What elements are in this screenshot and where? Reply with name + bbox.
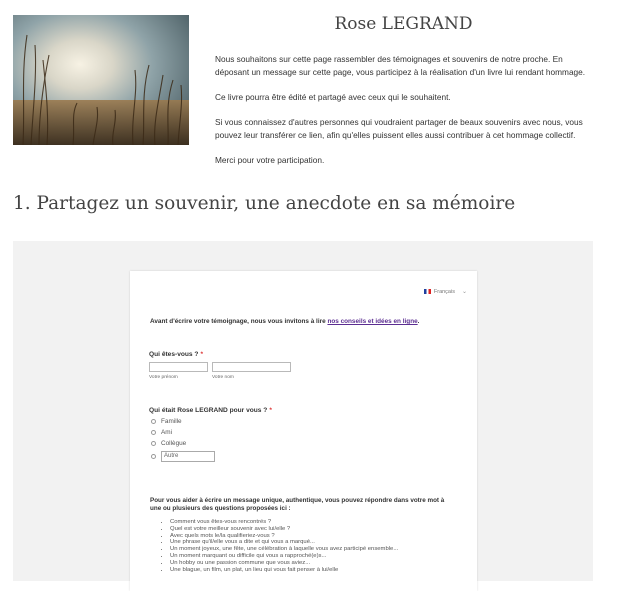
first-name-input[interactable] [149, 362, 208, 372]
list-item: • Un moment marquant ou difficile qui vous a rapproché(e)s... [170, 553, 398, 560]
last-name-sublabel: Votre nom [212, 375, 234, 380]
section-heading: 1. Partagez un souvenir, une anecdote en sa mémoire [13, 193, 516, 214]
option-famille[interactable] [151, 418, 182, 425]
list-item: • Comment vous êtes-vous rencontrés ? [170, 519, 398, 526]
first-name-sublabel: Votre prénom [149, 375, 178, 380]
radio-button[interactable] [151, 441, 156, 446]
list-item: • Une blague, un film, un plat, un lieu qui vous fait penser à lui/elle [170, 567, 398, 574]
radio-button[interactable] [151, 419, 156, 424]
list-item: • Avec quels mots le/la qualifieriez-vous ? [170, 533, 398, 540]
language-label: Français [433, 288, 455, 295]
language-selector[interactable] [424, 288, 467, 295]
option-label: Ami [161, 429, 173, 436]
who-are-you-question [149, 351, 203, 358]
chevron-down-icon: ⌄ [461, 289, 467, 295]
hero-photo [13, 15, 189, 145]
list-item: • Une phrase qu'il/elle vous a dite et qui vous a marqué... [170, 539, 398, 546]
other-input[interactable]: Autre [161, 451, 215, 462]
intro-text [215, 53, 595, 179]
flag-icon [424, 289, 431, 294]
radio-button[interactable] [151, 454, 156, 459]
option-label: Collègue [161, 440, 187, 447]
option-autre[interactable] [151, 451, 215, 462]
required-marker: * [200, 351, 204, 358]
list-item: • Quel est votre meilleur souvenir avec lui/elle ? [170, 526, 398, 533]
intro-paragraph: Ce livre pourra être édité et partagé avec ceux qui le souhaitent. [215, 92, 451, 102]
advice-link[interactable]: nos conseils et idées en ligne [327, 318, 418, 325]
intro-paragraph: Merci pour votre participation. [215, 155, 325, 165]
invite-label: Avant d'écrire votre témoignage, nous vous invitons à lire [150, 318, 326, 325]
page-title: Rose LEGRAND [334, 14, 473, 34]
list-item: • Un moment joyeux, une fête, une célébration à laquelle vous avez participé ensemble... [170, 546, 398, 553]
required-marker: * [269, 407, 272, 414]
last-name-input[interactable] [212, 362, 291, 372]
relationship-question [149, 407, 272, 414]
invite-end: . [417, 318, 420, 325]
question-label: Qui êtes-vous ? [149, 351, 199, 358]
option-label: Famille [161, 418, 182, 425]
form-card [130, 271, 477, 591]
option-collegue[interactable] [151, 440, 186, 447]
option-ami[interactable] [151, 429, 172, 436]
invite-text [150, 318, 419, 325]
question-list [160, 519, 398, 573]
list-item: • Un hobby ou une passion commune que vous aviez... [170, 560, 398, 567]
radio-button[interactable] [151, 430, 156, 435]
intro-paragraph: Si vous connaissez d'autres personnes qui voudraient partager de beaux souvenirs avec nous, vous pouvez leur transférer ce lien, afin qu'elles puissent elles aussi contribuer à cet hommage collectif. [215, 117, 583, 140]
question-label: Qui était Rose LEGRAND pour vous ? [149, 407, 268, 414]
intro-paragraph: Nous souhaitons sur cette page rassembler des témoignages et souvenirs de notre proche. En déposant un message sur cette page, vous participez à la réalisation d'un livre lui rendant hommage. [215, 54, 586, 77]
help-text: Pour vous aider à écrire un message unique, authentique, vous pouvez répondre dans votre mot à une ou plusieurs des questions proposées ici : [150, 497, 445, 512]
